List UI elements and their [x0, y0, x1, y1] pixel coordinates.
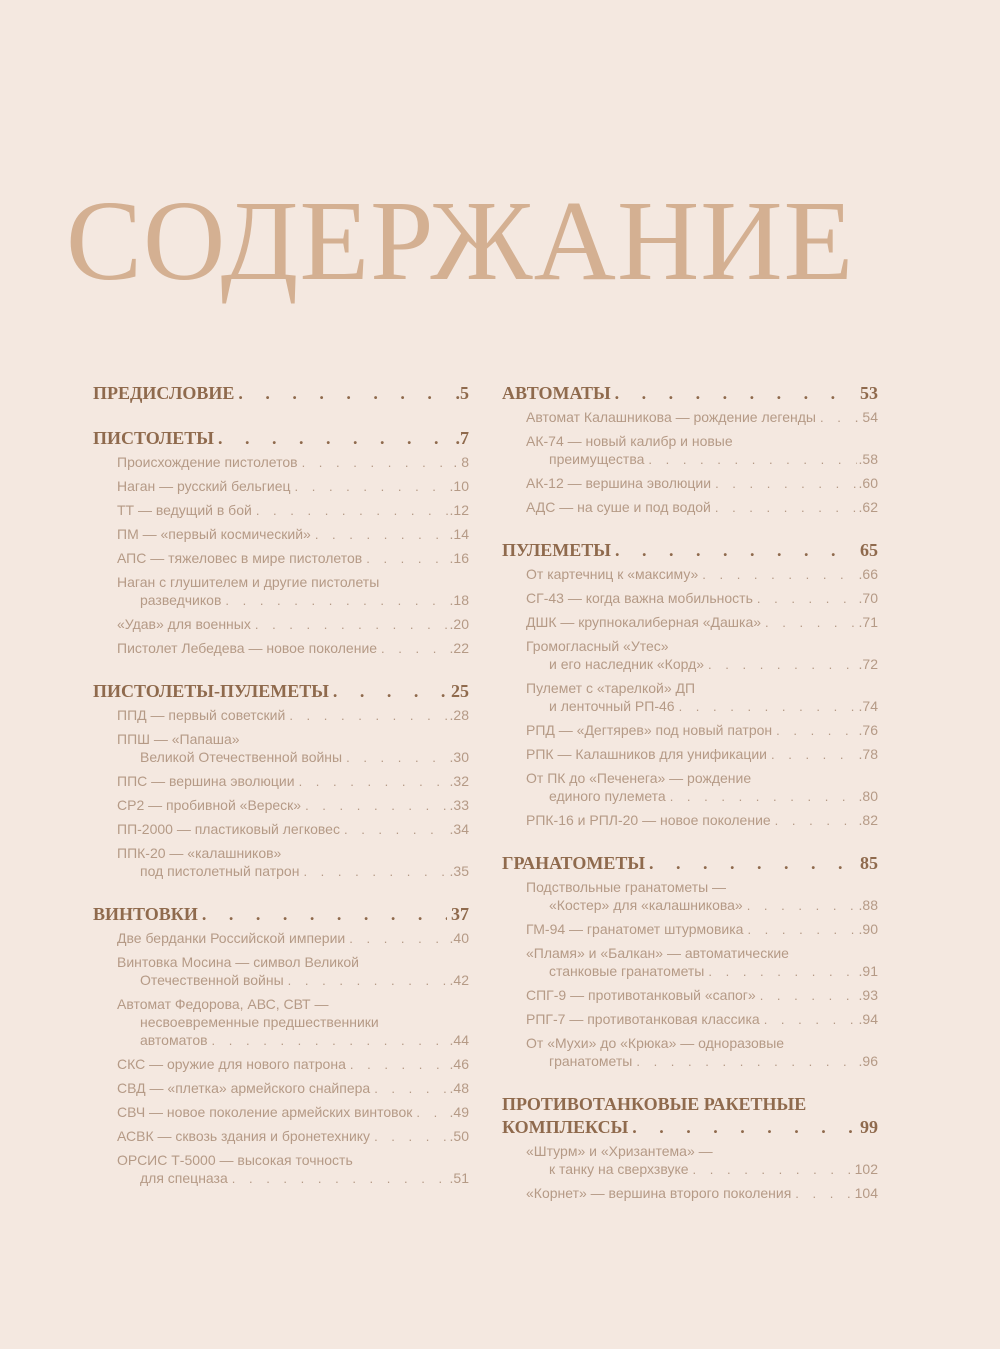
toc-entry[interactable] [117, 1151, 469, 1188]
page-number: .16 [449, 550, 469, 566]
entry-title-line: От ПК до «Печенега» — рождение [526, 770, 752, 786]
entry-title-line: ППШ — «Папаша» [117, 731, 240, 747]
dot-leader [218, 427, 452, 450]
page-number: .28 [449, 707, 469, 723]
entry-last-line [117, 1079, 469, 1098]
page-number: 25 [451, 681, 469, 701]
section-heading[interactable] [502, 1116, 878, 1139]
toc-entry[interactable] [526, 721, 878, 740]
section-title: ПРЕДИСЛОВИЕ [93, 383, 235, 403]
section-title: ГРАНАТОМЕТЫ [502, 853, 646, 873]
dot-leader [615, 382, 856, 405]
toc-entry[interactable] [117, 501, 469, 520]
page-number: .18 [449, 592, 469, 608]
toc-entry[interactable] [526, 1010, 878, 1029]
entry-title-line: Подствольные гранатометы — [526, 879, 727, 895]
section-heading[interactable] [93, 382, 469, 405]
entry-title-line: СГ-43 — когда важна мобильность [526, 590, 753, 606]
page-number: .58 [858, 451, 878, 467]
dot-leader [212, 1032, 448, 1050]
toc-section [502, 539, 878, 830]
section-heading[interactable] [502, 539, 878, 562]
section-title: ПИСТОЛЕТЫ-ПУЛЕМЕТЫ [93, 681, 329, 701]
toc-entry[interactable] [526, 811, 878, 830]
toc-entries [93, 706, 469, 881]
toc-entry[interactable] [117, 706, 469, 725]
page-number: .22 [449, 640, 469, 656]
toc-entry[interactable] [526, 679, 878, 716]
entry-title-line: СВД — «плетка» армейского снайпера [117, 1080, 371, 1096]
toc-column-left [93, 382, 469, 1210]
entry-last-line [117, 706, 469, 725]
toc-entries [93, 453, 469, 658]
dot-leader [776, 722, 856, 740]
toc-entry[interactable] [117, 730, 469, 767]
section-title: ПУЛЕМЕТЫ [502, 540, 611, 560]
toc-entry[interactable] [526, 408, 878, 427]
entry-title-line: «Удав» для военных [117, 616, 251, 632]
entry-last-line [526, 986, 878, 1005]
section-title: ПРОТИВОТАНКОВЫЕ РАКЕТНЫЕ [502, 1094, 807, 1114]
entry-last-line [526, 1184, 878, 1203]
entry-title-line: и ленточный РП-46 [549, 698, 675, 714]
page-number: .72 [858, 656, 878, 672]
section-title: КОМПЛЕКСЫ [502, 1117, 629, 1137]
dot-leader [346, 749, 447, 767]
entry-title-line: СПГ-9 — противотанковый «сапог» [526, 987, 756, 1003]
entry-title-line: Наган — русский бельгиец [117, 478, 291, 494]
dot-leader [416, 1104, 447, 1122]
entry-last-line [117, 591, 469, 610]
entry-last-line [117, 1169, 469, 1188]
entry-title-line: ППД — первый советский [117, 707, 286, 723]
entry-last-line [526, 498, 878, 517]
entry-title-line: Винтовка Мосина — символ Великой [117, 954, 359, 970]
dot-leader [366, 550, 447, 568]
dot-leader [648, 451, 856, 469]
toc-entry[interactable] [526, 1142, 878, 1179]
entry-title-line: Наган с глушителем и другие пистолеты [117, 574, 380, 590]
entry-title-line: Происхождение пистолетов [117, 454, 298, 470]
toc-entry[interactable] [117, 477, 469, 496]
toc-entry[interactable] [117, 772, 469, 791]
page-number: .94 [858, 1011, 878, 1027]
page-number: . 54 [854, 409, 878, 425]
entry-last-line [117, 639, 469, 658]
section-heading[interactable] [93, 680, 469, 703]
dot-leader [295, 478, 448, 496]
entry-last-line [117, 1127, 469, 1146]
entry-last-line [526, 450, 878, 469]
page-number: .96 [858, 1053, 878, 1069]
entry-title-line: автоматов [140, 1032, 208, 1048]
dot-leader [765, 614, 857, 632]
entry-title-line: АК-12 — вершина эволюции [526, 475, 712, 491]
entry-last-line [526, 920, 878, 939]
page-number: .70 [858, 590, 878, 606]
toc-entry[interactable] [117, 615, 469, 634]
toc-entry[interactable] [526, 432, 878, 469]
entry-title-line: «Штурм» и «Хризантема» — [526, 1143, 713, 1159]
section-heading[interactable] [93, 427, 469, 450]
page-number: .93 [858, 987, 878, 1003]
page-number: .60 [858, 475, 878, 491]
entry-title-line: АК-74 — новый калибр и новые [526, 433, 733, 449]
entry-title-line: ПП-2000 — пластиковый легковес [117, 821, 340, 837]
entry-title-line: для спецназа [140, 1170, 228, 1186]
dot-leader [795, 1185, 852, 1203]
page-number: .74 [858, 698, 878, 714]
toc-entry[interactable] [526, 1034, 878, 1071]
entry-title-line: ППС — вершина эволюции [117, 773, 295, 789]
dot-leader [708, 963, 856, 981]
entry-title-line: От картечниц к «максиму» [526, 566, 699, 582]
dot-leader [344, 821, 448, 839]
section-heading-block[interactable] [502, 1093, 878, 1139]
entry-title-line: под пистолетный патрон [140, 863, 300, 879]
dot-leader [757, 590, 857, 608]
page-number: .46 [449, 1056, 469, 1072]
entry-last-line [117, 772, 469, 791]
page-number: 102 [854, 1161, 878, 1177]
page-number: .91 [858, 963, 878, 979]
dot-leader [715, 499, 857, 517]
dot-leader [636, 1053, 856, 1071]
entry-last-line [117, 1031, 469, 1050]
page-number: .10 [449, 478, 469, 494]
toc-entry[interactable] [526, 920, 878, 939]
toc-entry[interactable] [117, 929, 469, 948]
entry-last-line [526, 474, 878, 493]
entry-last-line [526, 655, 878, 674]
entry-title-line: единого пулемета [549, 788, 666, 804]
entry-last-line [117, 929, 469, 948]
page-number: .14 [449, 526, 469, 542]
page-number: .66 [858, 566, 878, 582]
section-heading[interactable] [502, 852, 878, 875]
entry-title-line: Пулемет с «тарелкой» ДП [526, 680, 696, 696]
dot-leader [303, 863, 447, 881]
entry-last-line [117, 453, 469, 472]
entry-title-line: «Корнет» — вершина второго поколения [526, 1185, 792, 1201]
section-heading[interactable] [93, 903, 469, 926]
section-title: АВТОМАТЫ [502, 383, 611, 403]
page-title: СОДЕРЖАНИЕ [66, 177, 855, 304]
dot-leader [333, 680, 447, 703]
page-number: .20 [449, 616, 469, 632]
entry-last-line [526, 745, 878, 764]
toc-entries [502, 878, 878, 1071]
page-number: .51 [449, 1170, 469, 1186]
toc-section [93, 427, 469, 658]
page-number: .40 [449, 930, 469, 946]
entry-last-line [526, 1010, 878, 1029]
page-number: .82 [858, 812, 878, 828]
dot-leader [232, 1170, 448, 1188]
entry-title-line: СКС — оружие для нового патрона [117, 1056, 346, 1072]
page-number: .12 [449, 502, 469, 518]
page-number: .88 [858, 897, 878, 913]
entry-title-line: ГМ-94 — гранатомет штурмовика [526, 921, 744, 937]
toc-entry[interactable] [117, 639, 469, 658]
entry-title-line: «Пламя» и «Балкан» — автоматические [526, 945, 789, 961]
entry-title-line: и его наследник «Корд» [549, 656, 705, 672]
entry-last-line [526, 1052, 878, 1071]
entry-last-line [526, 565, 878, 584]
entry-title-line: Отечественной войны [140, 972, 284, 988]
dot-leader [760, 987, 857, 1005]
page-number: .80 [858, 788, 878, 804]
entry-title-line: Громогласный «Утес» [526, 638, 669, 654]
dot-leader [649, 852, 856, 875]
dot-leader [255, 616, 448, 634]
page-number: .50 [449, 1128, 469, 1144]
toc-entry[interactable] [117, 1127, 469, 1146]
entry-title-line: Две берданки Российской империи [117, 930, 346, 946]
entry-last-line [117, 615, 469, 634]
toc-entry[interactable] [526, 745, 878, 764]
entry-title-line: СВЧ — новое поколение армейских винтовок [117, 1104, 413, 1120]
toc-entry[interactable] [526, 498, 878, 517]
entry-title-line: ППК-20 — «калашников» [117, 845, 282, 861]
page-number: .32 [449, 773, 469, 789]
dot-leader [775, 812, 857, 830]
toc-entry[interactable] [117, 1055, 469, 1074]
toc-entry[interactable] [526, 769, 878, 806]
entry-last-line [526, 697, 878, 716]
toc-entries [93, 929, 469, 1188]
entry-title-line: РПД — «Дегтярев» под новый патрон [526, 722, 773, 738]
page-number: .7 [455, 428, 469, 448]
dot-leader [381, 640, 447, 658]
toc-section [93, 382, 469, 405]
entry-last-line [526, 896, 878, 915]
section-title-line [502, 1093, 878, 1116]
entry-title-line: Автомат Федорова, АВС, СВТ — [117, 996, 329, 1012]
entry-last-line [526, 787, 878, 806]
toc-entry[interactable] [117, 995, 469, 1050]
dot-leader [615, 539, 856, 562]
entry-last-line [117, 525, 469, 544]
entry-title-line: ОРСИС Т-5000 — высокая точность [117, 1152, 353, 1168]
dot-leader [349, 930, 447, 948]
toc-entry[interactable] [117, 796, 469, 815]
toc-entries [502, 565, 878, 830]
page-number: 104 [854, 1185, 878, 1201]
dot-leader [305, 797, 447, 815]
toc-entry[interactable] [526, 565, 878, 584]
entry-title-line: станковые гранатометы [549, 963, 705, 979]
entry-last-line [117, 1103, 469, 1122]
toc-section [502, 852, 878, 1071]
dot-leader [670, 788, 857, 806]
entry-title-line: ПМ — «первый космический» [117, 526, 311, 542]
entry-last-line [526, 613, 878, 632]
entry-last-line [526, 1160, 878, 1179]
dot-leader [715, 475, 856, 493]
entry-last-line [526, 962, 878, 981]
dot-leader [708, 656, 857, 674]
toc-entry[interactable] [117, 953, 469, 990]
entry-last-line [117, 477, 469, 496]
entry-last-line [117, 971, 469, 990]
page-number: 53 [860, 383, 878, 403]
toc-entry[interactable] [117, 844, 469, 881]
entry-title-line: От «Мухи» до «Крюка» — одноразовые [526, 1035, 785, 1051]
entry-title-line: к танку на сверхзвуке [549, 1161, 689, 1177]
dot-leader [747, 897, 857, 915]
entry-title-line: РПК-16 и РПЛ-20 — новое поколение [526, 812, 771, 828]
entry-title-line: «Костер» для «калашникова» [549, 897, 743, 913]
page-number: 65 [860, 540, 878, 560]
entry-title-line: АДС — на суше и под водой [526, 499, 711, 515]
page-number: .48 [449, 1080, 469, 1096]
toc-entry[interactable] [526, 613, 878, 632]
page-number: 37 [451, 904, 469, 924]
dot-leader [238, 382, 451, 405]
toc-entry[interactable] [117, 820, 469, 839]
toc-entry[interactable] [117, 549, 469, 568]
entry-title-line: РПГ-7 — противотанковая классика [526, 1011, 760, 1027]
page-number: 99 [860, 1117, 878, 1137]
dot-leader [374, 1080, 447, 1098]
dot-leader [820, 409, 853, 427]
entry-last-line [526, 408, 878, 427]
page-number: . 8 [453, 454, 469, 470]
toc-section [93, 903, 469, 1188]
dot-leader [202, 903, 447, 926]
dot-leader [702, 566, 856, 584]
toc-entries [502, 1142, 878, 1203]
toc-entry[interactable] [117, 1103, 469, 1122]
section-title: ПИСТОЛЕТЫ [93, 428, 214, 448]
entry-title-line: ДШК — крупнокалиберная «Дашка» [526, 614, 762, 630]
entry-last-line [117, 748, 469, 767]
dot-leader [632, 1116, 856, 1139]
entry-last-line [117, 820, 469, 839]
page-number: .42 [449, 972, 469, 988]
dot-leader [225, 592, 447, 610]
dot-leader [764, 1011, 857, 1029]
page-number: 85 [860, 853, 878, 873]
entry-title-line: несвоевременные предшественники [140, 1014, 379, 1030]
entry-last-line [117, 1055, 469, 1074]
toc-section [93, 680, 469, 881]
toc-section [502, 1093, 878, 1203]
toc-entry[interactable] [117, 525, 469, 544]
toc-entry[interactable] [117, 453, 469, 472]
toc-entry[interactable] [526, 878, 878, 915]
page-number: .35 [449, 863, 469, 879]
toc-entry[interactable] [526, 589, 878, 608]
dot-leader [289, 707, 447, 725]
section-title: ВИНТОВКИ [93, 904, 198, 924]
toc-entry[interactable] [526, 986, 878, 1005]
dot-leader [288, 972, 448, 990]
page-number: .44 [449, 1032, 469, 1048]
page-number: .76 [858, 722, 878, 738]
entry-last-line [526, 721, 878, 740]
entry-last-line [117, 862, 469, 881]
page-number: .71 [858, 614, 878, 630]
page-number: .90 [858, 921, 878, 937]
page-number: .34 [449, 821, 469, 837]
toc-column-right [502, 382, 878, 1225]
toc-entry[interactable] [117, 573, 469, 610]
toc-entry[interactable] [526, 944, 878, 981]
page-number: .49 [449, 1104, 469, 1120]
page-number: .62 [858, 499, 878, 515]
section-heading[interactable] [502, 382, 878, 405]
dot-leader [747, 921, 856, 939]
toc-section [502, 382, 878, 517]
dot-leader [350, 1056, 448, 1074]
dot-leader [315, 526, 448, 544]
entry-title-line: Великой Отечественной войны [140, 749, 343, 765]
dot-leader [302, 454, 452, 472]
entry-title-line: преимущества [549, 451, 645, 467]
dot-leader [679, 698, 857, 716]
toc-entry[interactable] [526, 474, 878, 493]
entry-last-line [526, 811, 878, 830]
dot-leader [256, 502, 448, 520]
entry-last-line [117, 501, 469, 520]
entry-title-line: АПС — тяжеловес в мире пистолетов [117, 550, 363, 566]
toc-entry[interactable] [117, 1079, 469, 1098]
entry-title-line: разведчиков [140, 592, 222, 608]
entry-last-line [117, 549, 469, 568]
dot-leader [771, 746, 857, 764]
entry-title-line: АСВК — сквозь здания и бронетехнику [117, 1128, 371, 1144]
entry-title-line: Пистолет Лебедева — новое поколение [117, 640, 378, 656]
entry-last-line [526, 589, 878, 608]
entry-title-line: Автомат Калашникова — рождение легенды [526, 409, 816, 425]
page-number: .30 [449, 749, 469, 765]
page-number: .5 [455, 383, 469, 403]
dot-leader [299, 773, 448, 791]
toc-entry[interactable] [526, 637, 878, 674]
entry-last-line [117, 796, 469, 815]
toc-entries [502, 408, 878, 517]
dot-leader [693, 1161, 853, 1179]
page-number: .78 [858, 746, 878, 762]
entry-title-line: РПК — Калашников для унификации [526, 746, 767, 762]
page-number: .33 [449, 797, 469, 813]
entry-title-line: ТТ — ведущий в бой [117, 502, 252, 518]
entry-title-line: гранатометы [549, 1053, 633, 1069]
entry-title-line: СР2 — пробивной «Вереск» [117, 797, 302, 813]
dot-leader [374, 1128, 447, 1146]
toc-entry[interactable] [526, 1184, 878, 1203]
